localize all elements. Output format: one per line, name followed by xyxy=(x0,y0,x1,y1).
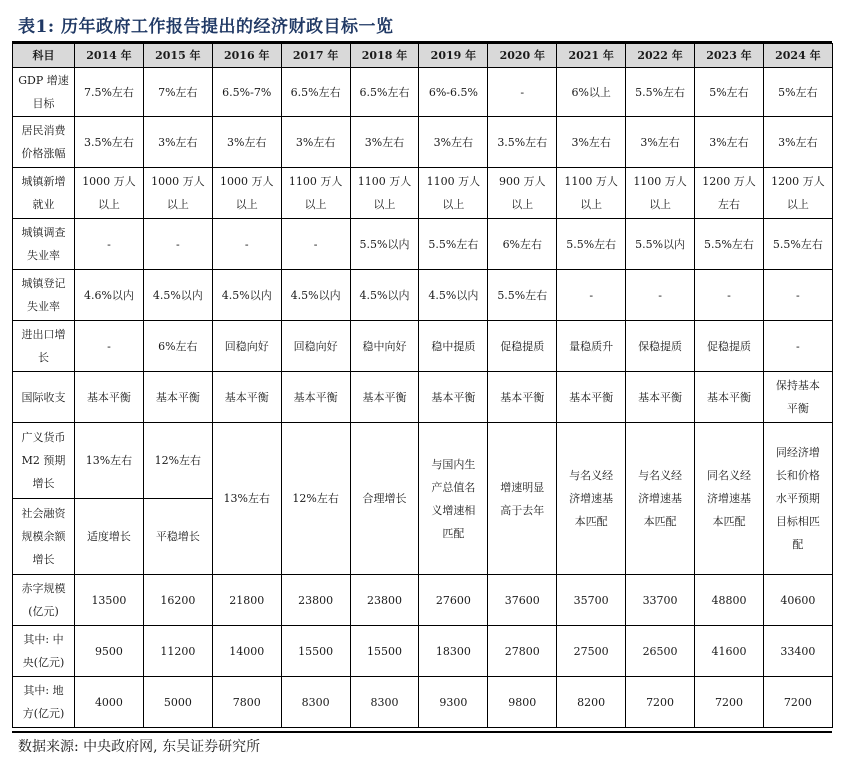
table-cell: 4.5%以内 xyxy=(281,270,350,321)
table-cell: 12%左右 xyxy=(143,423,212,499)
table-cell-merged: 12%左右 xyxy=(281,423,350,575)
table-cell: 6.5%左右 xyxy=(281,68,350,117)
table-cell: 27800 xyxy=(488,626,557,677)
row-label: 城镇登记 失业率 xyxy=(13,270,75,321)
table-row-m2 xyxy=(13,423,833,499)
table-cell: 基本平衡 xyxy=(350,372,419,423)
table-cell: 9800 xyxy=(488,677,557,728)
table-cell: 回稳向好 xyxy=(212,321,281,372)
header-year: 2019 年 xyxy=(419,44,488,68)
table-cell: 平稳增长 xyxy=(143,499,212,575)
table-cell: 稳中向好 xyxy=(350,321,419,372)
table-cell: 5%左右 xyxy=(695,68,764,117)
table-cell: 基本平衡 xyxy=(695,372,764,423)
table-cell: 13%左右 xyxy=(75,423,144,499)
table-cell: 保稳提质 xyxy=(626,321,695,372)
header-year: 2015 年 xyxy=(143,44,212,68)
table-cell: 14000 xyxy=(212,626,281,677)
table-cell: 基本平衡 xyxy=(75,372,144,423)
table-cell: 5.5%左右 xyxy=(488,270,557,321)
table-cell: 保持基本 平衡 xyxy=(763,372,832,423)
table-cell: 4.5%以内 xyxy=(143,270,212,321)
table-cell: - xyxy=(212,219,281,270)
table-cell: 7200 xyxy=(763,677,832,728)
table-row xyxy=(13,219,833,270)
table-cell: - xyxy=(75,321,144,372)
header-year: 2018 年 xyxy=(350,44,419,68)
table-cell: 9500 xyxy=(75,626,144,677)
table-cell: - xyxy=(763,270,832,321)
table-cell: 6.5%左右 xyxy=(350,68,419,117)
header-year: 2024 年 xyxy=(763,44,832,68)
table-cell: 7.5%左右 xyxy=(75,68,144,117)
table-cell: 3%左右 xyxy=(626,117,695,168)
table-cell: 1100 万人 以上 xyxy=(419,168,488,219)
table-cell: 量稳质升 xyxy=(557,321,626,372)
table-cell: 26500 xyxy=(626,626,695,677)
table-cell: 900 万人 以上 xyxy=(488,168,557,219)
table-cell: 3%左右 xyxy=(281,117,350,168)
table-cell: 4.5%以内 xyxy=(350,270,419,321)
bottom-rule xyxy=(12,731,832,733)
table-cell: 基本平衡 xyxy=(557,372,626,423)
table-row xyxy=(13,677,833,728)
table-row xyxy=(13,321,833,372)
table-cell: - xyxy=(281,219,350,270)
table-cell: - xyxy=(488,68,557,117)
economic-targets-table xyxy=(12,43,833,728)
table-cell: - xyxy=(143,219,212,270)
table-row xyxy=(13,575,833,626)
table-cell: 8300 xyxy=(281,677,350,728)
table-cell: 1100 万人 以上 xyxy=(557,168,626,219)
table-cell: 3.5%左右 xyxy=(75,117,144,168)
row-label: 其中: 中 央(亿元) xyxy=(13,626,75,677)
row-label: 广义货币 M2 预期 增长 xyxy=(13,423,75,499)
table-cell: 基本平衡 xyxy=(212,372,281,423)
header-year: 2022 年 xyxy=(626,44,695,68)
table-cell: 1100 万人 以上 xyxy=(281,168,350,219)
table-cell: 7200 xyxy=(626,677,695,728)
table-row xyxy=(13,117,833,168)
table-cell: 6.5%-7% xyxy=(212,68,281,117)
header-year: 2014 年 xyxy=(75,44,144,68)
header-year: 2023 年 xyxy=(695,44,764,68)
table-cell: 18300 xyxy=(419,626,488,677)
table-cell: 15500 xyxy=(281,626,350,677)
table-cell: 13500 xyxy=(75,575,144,626)
table-row xyxy=(13,372,833,423)
table-cell: 1000 万人 以上 xyxy=(143,168,212,219)
table-cell: 37600 xyxy=(488,575,557,626)
table-cell: 3%左右 xyxy=(212,117,281,168)
table-cell: 5%左右 xyxy=(763,68,832,117)
header-year: 2017 年 xyxy=(281,44,350,68)
table-cell: 3.5%左右 xyxy=(488,117,557,168)
table-cell: 5.5%左右 xyxy=(763,219,832,270)
table-cell: 6%以上 xyxy=(557,68,626,117)
header-year: 2020 年 xyxy=(488,44,557,68)
table-cell-merged: 增速明显 高于去年 xyxy=(488,423,557,575)
table-cell: 48800 xyxy=(695,575,764,626)
table-cell: 5.5%左右 xyxy=(557,219,626,270)
table-cell: 1000 万人 以上 xyxy=(75,168,144,219)
table-cell: 4.6%以内 xyxy=(75,270,144,321)
table-cell: 6%-6.5% xyxy=(419,68,488,117)
row-label: 居民消费 价格涨幅 xyxy=(13,117,75,168)
table-cell: 6%左右 xyxy=(488,219,557,270)
source-note: 数据来源: 中央政府网, 东吴证券研究所 xyxy=(18,739,261,755)
table-cell: 40600 xyxy=(763,575,832,626)
table-cell-merged: 同名义经 济增速基 本匹配 xyxy=(695,423,764,575)
table-cell: 5.5%以内 xyxy=(626,219,695,270)
table-cell: 41600 xyxy=(695,626,764,677)
table-cell: 基本平衡 xyxy=(626,372,695,423)
table-cell: 基本平衡 xyxy=(488,372,557,423)
table-cell: 7800 xyxy=(212,677,281,728)
table-cell: 7200 xyxy=(695,677,764,728)
header-year: 2021 年 xyxy=(557,44,626,68)
row-label: 赤字规模 (亿元) xyxy=(13,575,75,626)
table-cell: 23800 xyxy=(281,575,350,626)
table-cell: 1000 万人 以上 xyxy=(212,168,281,219)
row-label: 城镇调查 失业率 xyxy=(13,219,75,270)
header-subject: 科目 xyxy=(13,44,75,68)
table-cell: 3%左右 xyxy=(350,117,419,168)
table-cell: 33700 xyxy=(626,575,695,626)
table-cell: - xyxy=(626,270,695,321)
table-cell: 8300 xyxy=(350,677,419,728)
table-cell: 35700 xyxy=(557,575,626,626)
table-cell: - xyxy=(75,219,144,270)
table-cell: 3%左右 xyxy=(419,117,488,168)
table-cell: 6%左右 xyxy=(143,321,212,372)
table-cell-merged: 与名义经 济增速基 本匹配 xyxy=(626,423,695,575)
row-label: 城镇新增 就业 xyxy=(13,168,75,219)
table-cell: 9300 xyxy=(419,677,488,728)
table-cell: 33400 xyxy=(763,626,832,677)
table-cell: 基本平衡 xyxy=(281,372,350,423)
row-label: 进出口增 长 xyxy=(13,321,75,372)
table-cell: 3%左右 xyxy=(143,117,212,168)
table-cell-merged: 与名义经 济增速基 本匹配 xyxy=(557,423,626,575)
table-cell: 促稳提质 xyxy=(488,321,557,372)
table-cell: 5000 xyxy=(143,677,212,728)
table-cell: 21800 xyxy=(212,575,281,626)
table-cell: 3%左右 xyxy=(695,117,764,168)
table-cell: - xyxy=(557,270,626,321)
table-cell: 3%左右 xyxy=(557,117,626,168)
table-cell: 3%左右 xyxy=(763,117,832,168)
table-cell: 4000 xyxy=(75,677,144,728)
table-cell: 15500 xyxy=(350,626,419,677)
table-cell: 8200 xyxy=(557,677,626,728)
table-cell: 27500 xyxy=(557,626,626,677)
table-cell: 基本平衡 xyxy=(419,372,488,423)
table-cell: 促稳提质 xyxy=(695,321,764,372)
table-cell-merged: 同经济增 长和价格 水平预期 目标相匹 配 xyxy=(763,423,832,575)
table-cell: 5.5%左右 xyxy=(626,68,695,117)
table-cell: 回稳向好 xyxy=(281,321,350,372)
row-label: GDP 增速 目标 xyxy=(13,68,75,117)
table-cell: 5.5%以内 xyxy=(350,219,419,270)
row-label: 国际收支 xyxy=(13,372,75,423)
table-cell: 适度增长 xyxy=(75,499,144,575)
table-cell: 4.5%以内 xyxy=(212,270,281,321)
table-cell: 7%左右 xyxy=(143,68,212,117)
row-label: 其中: 地 方(亿元) xyxy=(13,677,75,728)
table-cell: 4.5%以内 xyxy=(419,270,488,321)
header-year: 2016 年 xyxy=(212,44,281,68)
table-row xyxy=(13,626,833,677)
table-row xyxy=(13,168,833,219)
table-cell: 基本平衡 xyxy=(143,372,212,423)
table-cell: 1200 万人 以上 xyxy=(763,168,832,219)
table-cell: 5.5%左右 xyxy=(419,219,488,270)
table-cell: 11200 xyxy=(143,626,212,677)
table-cell: - xyxy=(695,270,764,321)
table-cell: 1100 万人 以上 xyxy=(350,168,419,219)
table-cell-merged: 合理增长 xyxy=(350,423,419,575)
table-cell: 27600 xyxy=(419,575,488,626)
table-cell-merged: 13%左右 xyxy=(212,423,281,575)
row-label: 社会融资 规模余额 增长 xyxy=(13,499,75,575)
header-row xyxy=(13,44,833,68)
table-cell-merged: 与国内生 产总值名 义增速相 匹配 xyxy=(419,423,488,575)
table-row xyxy=(13,270,833,321)
table-row xyxy=(13,68,833,117)
table-cell: - xyxy=(763,321,832,372)
table-cell: 1100 万人 以上 xyxy=(626,168,695,219)
table-cell: 稳中提质 xyxy=(419,321,488,372)
table-cell: 5.5%左右 xyxy=(695,219,764,270)
table-body xyxy=(13,68,833,728)
table-title: 表1: 历年政府工作报告提出的经济财政目标一览 xyxy=(18,17,394,37)
table-cell: 23800 xyxy=(350,575,419,626)
table-cell: 16200 xyxy=(143,575,212,626)
table-cell: 1200 万人 左右 xyxy=(695,168,764,219)
